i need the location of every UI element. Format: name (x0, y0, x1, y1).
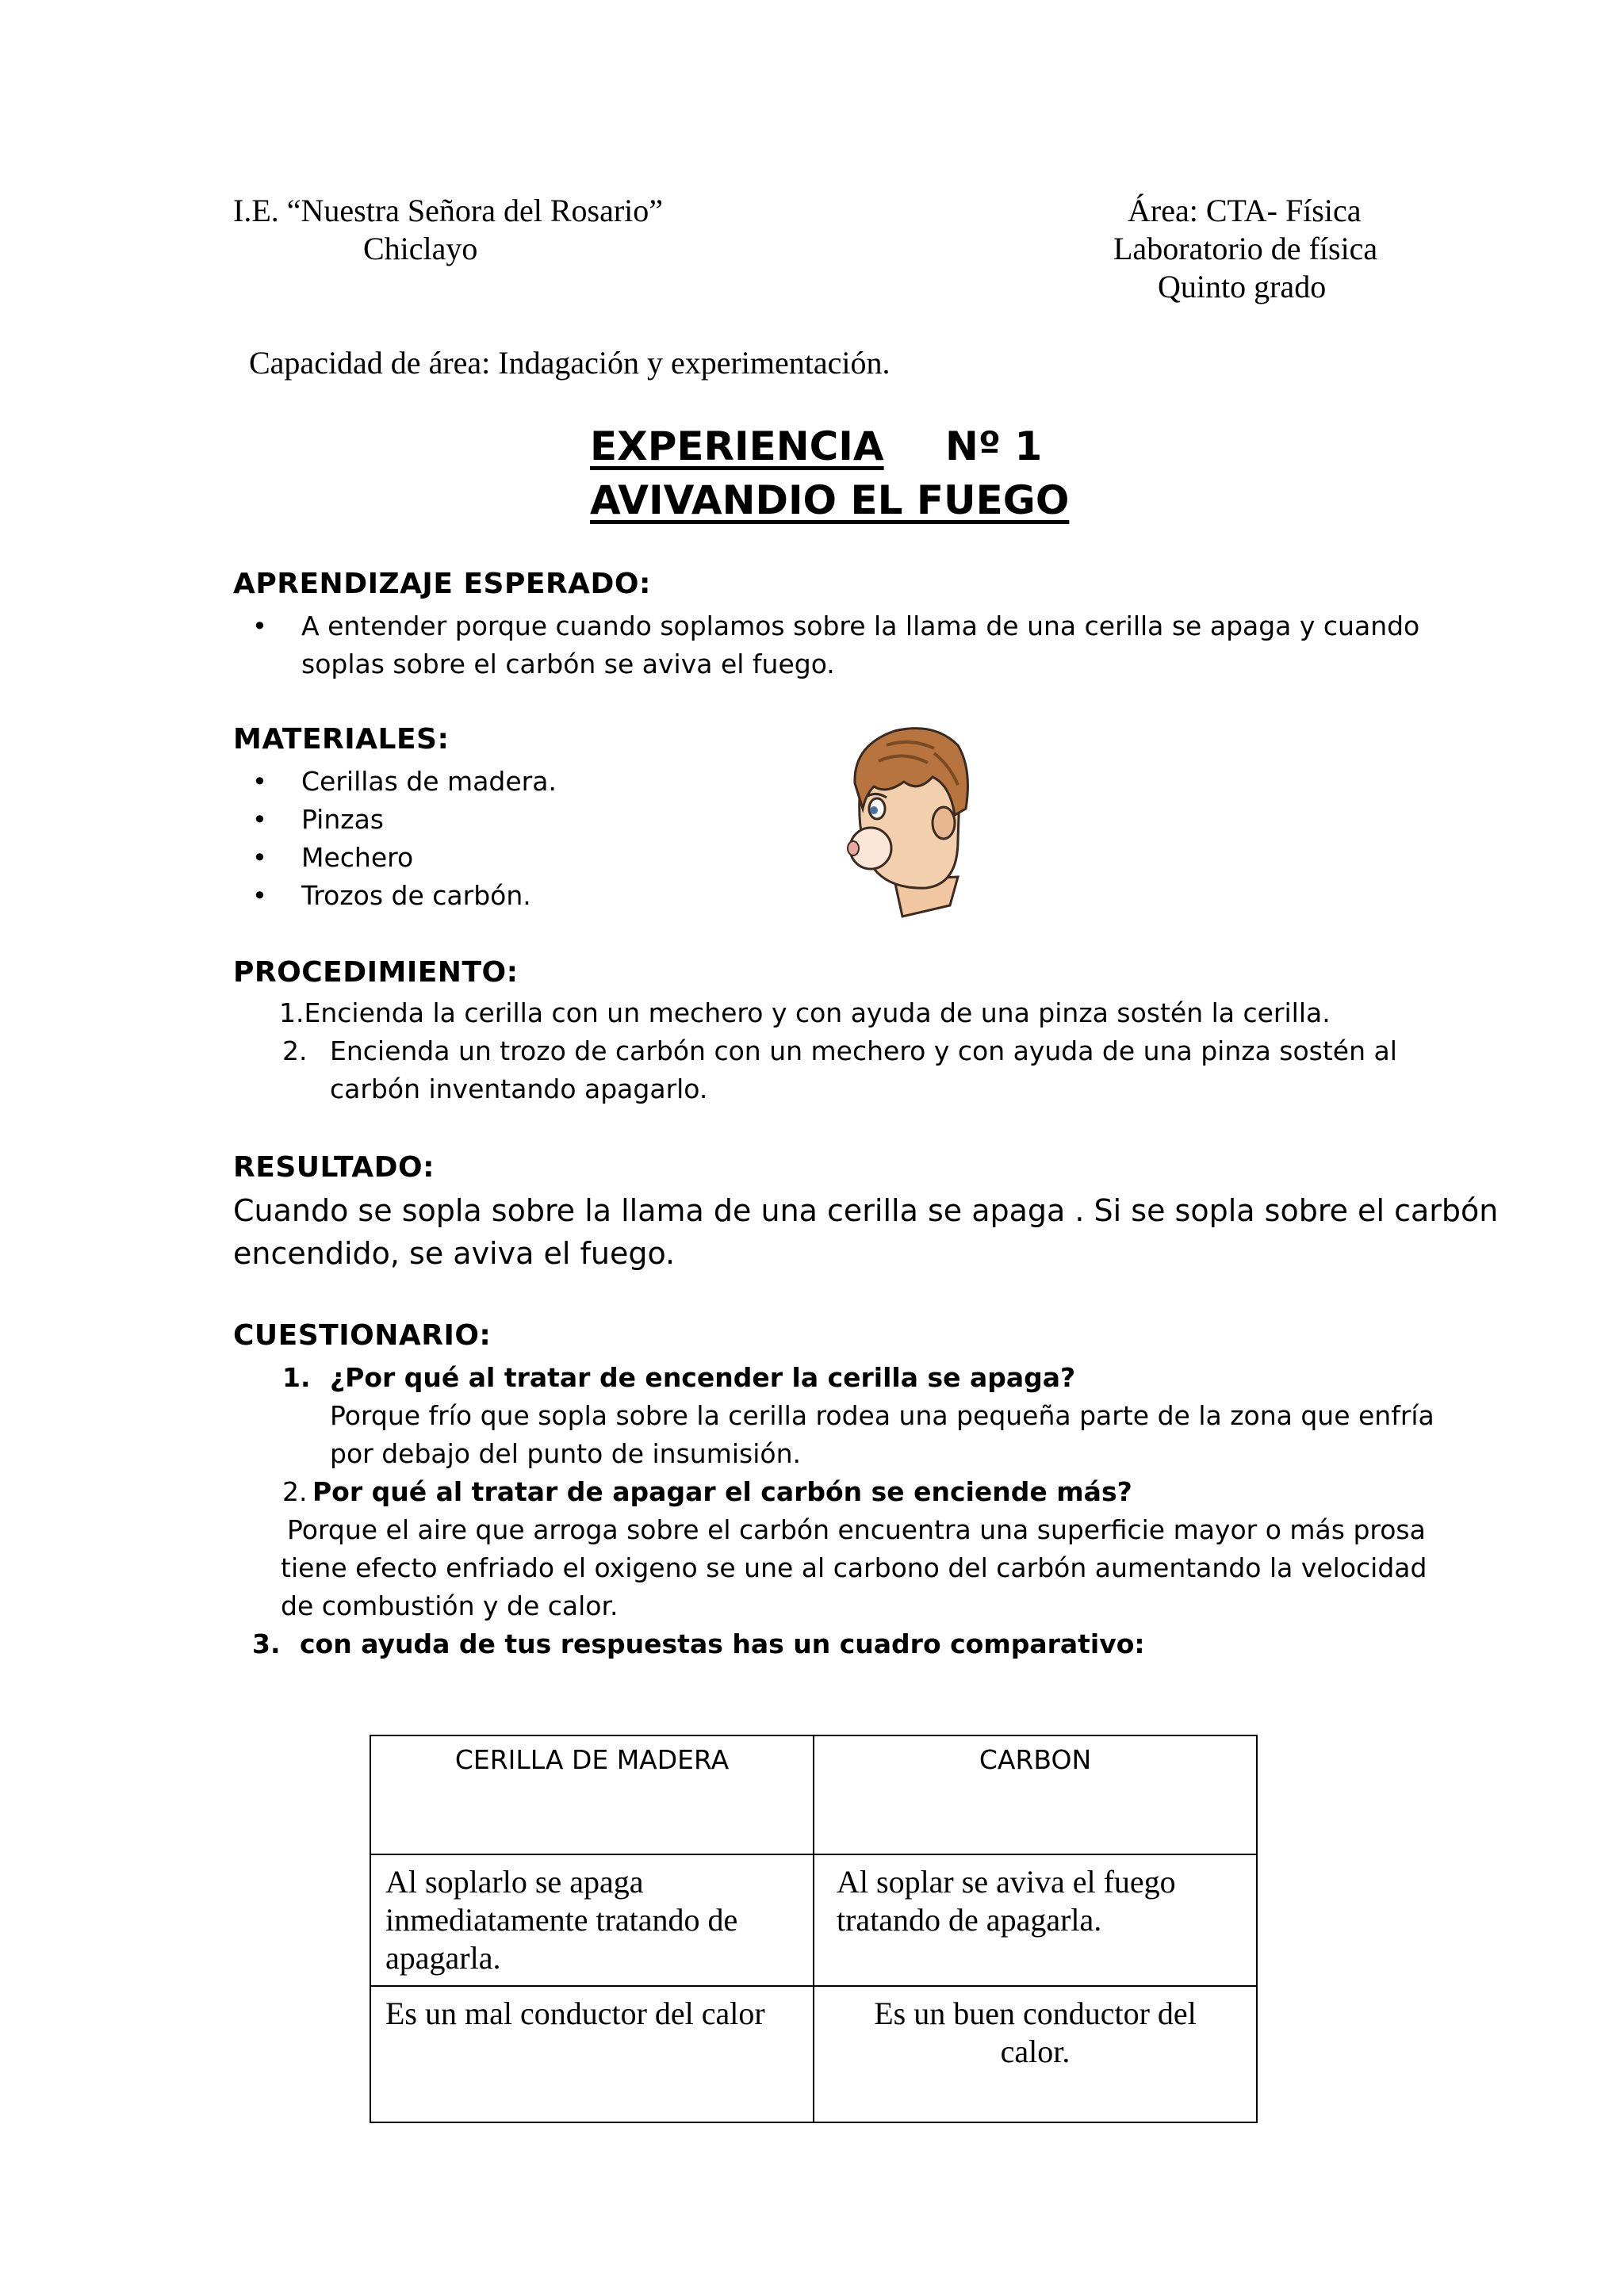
result-heading: RESULTADO: (233, 1151, 435, 1184)
learning-item-line2: soplas sobre el carbón se aviva el fuego. (301, 649, 835, 679)
bullet-icon: • (252, 611, 267, 641)
procedure-heading: PROCEDIMIENTO: (233, 956, 519, 989)
bullet-icon: • (252, 805, 267, 835)
table-header-cell: CARBON (814, 1735, 1257, 1854)
table-cell: Al soplar se aviva el fuego tratando de apagarla. (814, 1854, 1257, 1986)
grade: Quinto grado (1158, 269, 1327, 304)
material-label: Cerillas de madera. (301, 766, 557, 797)
questionnaire-heading: CUESTIONARIO: (233, 1319, 492, 1352)
school-city: Chiclayo (363, 231, 478, 266)
result-line1: Cuando se sopla sobre la llama de una cerilla se apaga . Si se sopla sobre el carbón (233, 1193, 1499, 1228)
learning-item (252, 607, 1420, 683)
answer-2-line2: tiene efecto enfriado el oxigeno se une al carbono del carbón aumentando la velocidad (281, 1552, 1427, 1583)
experience-subtitle: AVIVANDIO EL FUEGO (590, 477, 1070, 523)
answer-2-line1: Porque el aire que arroga sobre el carbón encuentra una superficie mayor o más prosa (287, 1514, 1426, 1545)
answer-1-line1: Porque frío que sopla sobre la cerilla rodea una pequeña parte de la zona que enfría (330, 1400, 1434, 1431)
learning-heading: APRENDIZAJE ESPERADO: (233, 568, 651, 600)
experience-title: EXPERIENCIA (590, 423, 884, 469)
materials-heading: MATERIALES: (233, 723, 450, 756)
procedure-step-2-line2: carbón inventando apagarlo. (330, 1073, 708, 1104)
materials-list (252, 763, 557, 915)
school-name: I.E. “Nuestra Señora del Rosario” (233, 193, 664, 228)
material-label: Pinzas (301, 804, 384, 835)
result-line2: encendido, se aviva el fuego. (233, 1236, 676, 1271)
table-cell: Es un mal conductor del calor (370, 1986, 814, 2122)
table-header-cell: CERILLA DE MADERA (370, 1735, 814, 1854)
table-row (370, 1986, 1257, 2122)
list-item (252, 839, 557, 877)
question-2-number: 2. (282, 1476, 308, 1507)
subject-area: Área: CTA- Física (1128, 193, 1362, 228)
question-1: ¿Por qué al tratar de encender la cerilla se apaga? (330, 1362, 1076, 1393)
table-row (370, 1854, 1257, 1986)
question-3: con ayuda de tus respuestas has un cuadro comparativo: (300, 1628, 1145, 1659)
bullet-icon: • (252, 767, 267, 797)
question-1-number: 1. (282, 1362, 311, 1393)
procedure-step-1: 1.Encienda la cerilla con un mechero y con ayuda de una pinza sostén la cerilla. (279, 997, 1331, 1028)
bullet-icon: • (252, 881, 267, 911)
blowing-face-illustration (839, 721, 974, 920)
table-cell: Al soplarlo se apaga inmediatamente tratando de apagarla. (370, 1854, 814, 1986)
question-2: Por qué al tratar de apagar el carbón se enciende más? (312, 1476, 1132, 1507)
learning-item-line1: A entender porque cuando soplamos sobre la llama de una cerilla se apaga y cuando (301, 610, 1420, 641)
material-label: Mechero (301, 842, 414, 873)
list-item (252, 877, 557, 915)
answer-1-line2: por debajo del punto de insumisión. (330, 1438, 801, 1469)
question-3-number: 3. (252, 1628, 281, 1659)
list-item (252, 763, 557, 801)
bullet-icon: • (252, 843, 267, 873)
procedure-step-2-number: 2. (282, 1035, 308, 1066)
procedure-step-2-line1: Encienda un trozo de carbón con un mechero y con ayuda de una pinza sostén al (330, 1035, 1397, 1066)
material-label: Trozos de carbón. (301, 880, 531, 911)
lab-name: Laboratorio de física (1113, 231, 1378, 266)
table-cell: Es un buen conductor del calor. (814, 1986, 1257, 2122)
list-item (252, 801, 557, 839)
table-header-row (370, 1735, 1257, 1854)
experience-number: Nº 1 (945, 423, 1043, 469)
capacity-line: Capacidad de área: Indagación y experimentación. (249, 345, 891, 381)
answer-2-line3: de combustión y de calor. (281, 1590, 619, 1621)
comparison-table (370, 1735, 1258, 2123)
